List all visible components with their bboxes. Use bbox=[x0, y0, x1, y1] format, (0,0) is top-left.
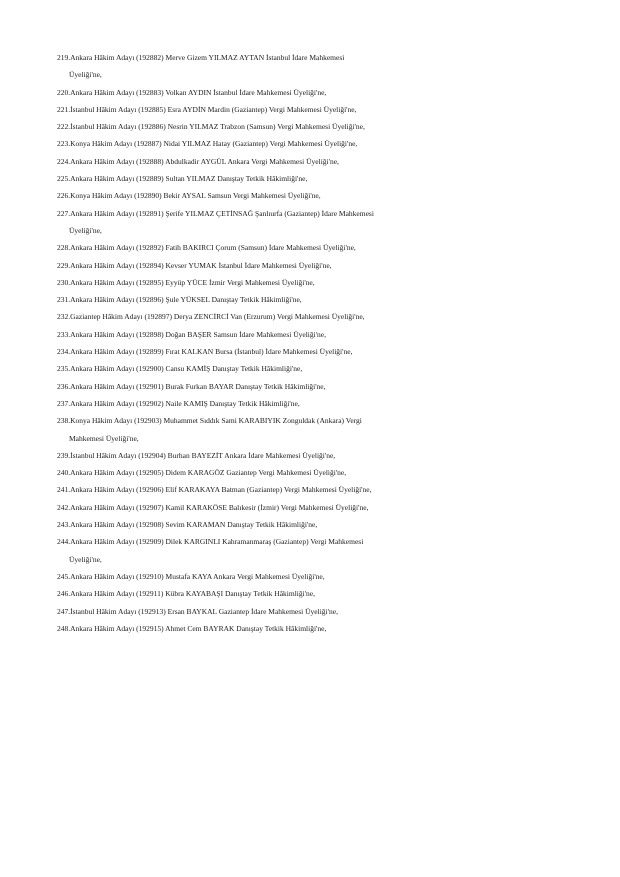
list-item: 240.Ankara Hâkim Adayı (192905) Didem KARAGÖZ Gaziantep Vergi Mahkemesi Üyeliği'ne, bbox=[57, 468, 347, 478]
appointment-list bbox=[57, 49, 407, 637]
list-item-continuation: Üyeliği'ne, bbox=[69, 225, 102, 235]
list-item-continuation: Üyeliği'ne, bbox=[69, 70, 102, 80]
list-item: 234.Ankara Hâkim Adayı (192899) Fırat KALKAN Bursa (İstanbul) İdare Mahkemesi Üyeliği'ne, bbox=[57, 347, 353, 357]
list-item: 225.Ankara Hâkim Adayı (192889) Sultan YILMAZ Danıştay Tetkik Hâkimliği'ne, bbox=[57, 174, 308, 184]
list-item: 219.Ankara Hâkim Adayı (192882) Merve Gizem YILMAZ AYTAN İstanbul İdare Mahkemesi bbox=[57, 53, 345, 62]
list-item: 222.İstanbul Hâkim Adayı (192886) Nesrin YILMAZ Trabzon (Samsun) Vergi Mahkemesi Üyeliği'ne, bbox=[57, 122, 365, 132]
list-item: 223.Konya Hâkim Adayı (192887) Nidai YILMAZ Hatay (Gaziantep) Vergi Mahkemesi Üyeliği'ne, bbox=[57, 139, 358, 149]
list-item: 243.Ankara Hâkim Adayı (192908) Sevim KARAMAN Danıştay Tetkik Hâkimliği'ne, bbox=[57, 520, 318, 530]
list-item: 237.Ankara Hâkim Adayı (192902) Naile KAMIŞ Danıştay Tetkik Hâkimliği'ne, bbox=[57, 398, 300, 408]
list-item: 233.Ankara Hâkim Adayı (192898) Doğan BAŞER Samsun İdare Mahkemesi Üyeliği'ne, bbox=[57, 329, 327, 339]
list-item: 227.Ankara Hâkim Adayı (192891) Şerife YILMAZ ÇETİNSAĞ Şanlıurfa (Gaziantep) İdare Mahkemesi bbox=[57, 208, 374, 218]
list-item: 239.İstanbul Hâkim Adayı (192904) Burhan BAYEZİT Ankara İdare Mahkemesi Üyeliği'ne, bbox=[57, 450, 336, 460]
list-item: 221.İstanbul Hâkim Adayı (192885) Esra AYDİN Mardin (Gaziantep) Vergi Mahkemesi Üyeliği'ne, bbox=[57, 104, 357, 114]
list-item: 229.Ankara Hâkim Adayı (192894) Kevser YUMAK İstanbul İdare Mahkemesi Üyeliği'ne, bbox=[57, 260, 332, 270]
list-item: 230.Ankara Hâkim Adayı (192895) Eyyüp YÜCE İzmir Vergi Mahkemesi Üyeliği'ne, bbox=[57, 277, 315, 287]
list-item: 224.Ankara Hâkim Adayı (192888) Abdulkadir AYGÜL Ankara Vergi Mahkemesi Üyeliği'ne, bbox=[57, 156, 339, 166]
list-item: 247.İstanbul Hâkim Adayı (192913) Ersan BAYKAL Gaziantep İdare Mahkemesi Üyeliği'ne, bbox=[57, 606, 338, 616]
list-item: 236.Ankara Hâkim Adayı (192901) Burak Furkan BAYAR Danıştay Tetkik Hâkimliği'ne, bbox=[57, 381, 326, 391]
list-item: 235.Ankara Hâkim Adayı (192900) Cansu KAMİŞ Danıştay Tetkik Hâkimliği'ne, bbox=[57, 364, 303, 374]
list-item: 246.Ankara Hâkim Adayı (192911) Kübra KAYABAŞI Danıştay Tetkik Hâkimliği'ne, bbox=[57, 589, 316, 599]
list-item-continuation: Mahkemesi Üyeliği'ne, bbox=[69, 433, 139, 443]
list-item: 241.Ankara Hâkim Adayı (192906) Elif KARAKAYA Batman (Gaziantep) Vergi Mahkemesi Üyeliği'ne, bbox=[57, 485, 372, 495]
list-item: 248.Ankara Hâkim Adayı (192915) Ahmet Cem BAYRAK Danıştay Tetkik Hâkimliği'ne, bbox=[57, 623, 327, 633]
list-item: 244.Ankara Hâkim Adayı (192909) Dilek KARGINLI Kahramanmaraş (Gaziantep) Vergi Mahkemesi bbox=[57, 537, 364, 547]
list-item: 232.Gaziantep Hâkim Adayı (192897) Derya ZENCİRCİ Van (Erzurum) Vergi Mahkemesi Üyeliği'ne, bbox=[57, 312, 365, 322]
list-item: 226.Konya Hâkim Adayı (192890) Bekir AYSAL Samsun Vergi Mahkemesi Üyeliği'ne, bbox=[57, 191, 321, 201]
list-item: 231.Ankara Hâkim Adayı (192896) Şule YÜKSEL Danıştay Tetkik Hâkimliği'ne, bbox=[57, 295, 302, 305]
list-item: 220.Ankara Hâkim Adayı (192883) Volkan AYDIN İstanbul İdare Mahkemesi Üyeliği'ne, bbox=[57, 87, 327, 97]
list-item: 242.Ankara Hâkim Adayı (192907) Kamil KARAKÖSE Balıkesir (İzmir) Vergi Mahkemesi Üyeliği'ne, bbox=[57, 502, 369, 512]
list-item: 245.Ankara Hâkim Adayı (192910) Mustafa KAYA Ankara Vergi Mahkemesi Üyeliği'ne, bbox=[57, 571, 325, 581]
list-item-continuation: Üyeliği'ne, bbox=[69, 554, 102, 564]
list-item: 238.Konya Hâkim Adayı (192903) Muhammet Sıddık Sami KARABIYIK Zonguldak (Ankara) Vergi bbox=[57, 416, 362, 426]
list-item: 228.Ankara Hâkim Adayı (192892) Fatih BAKIRCI Çorum (Samsun) İdare Mahkemesi Üyeliği'ne, bbox=[57, 243, 356, 253]
